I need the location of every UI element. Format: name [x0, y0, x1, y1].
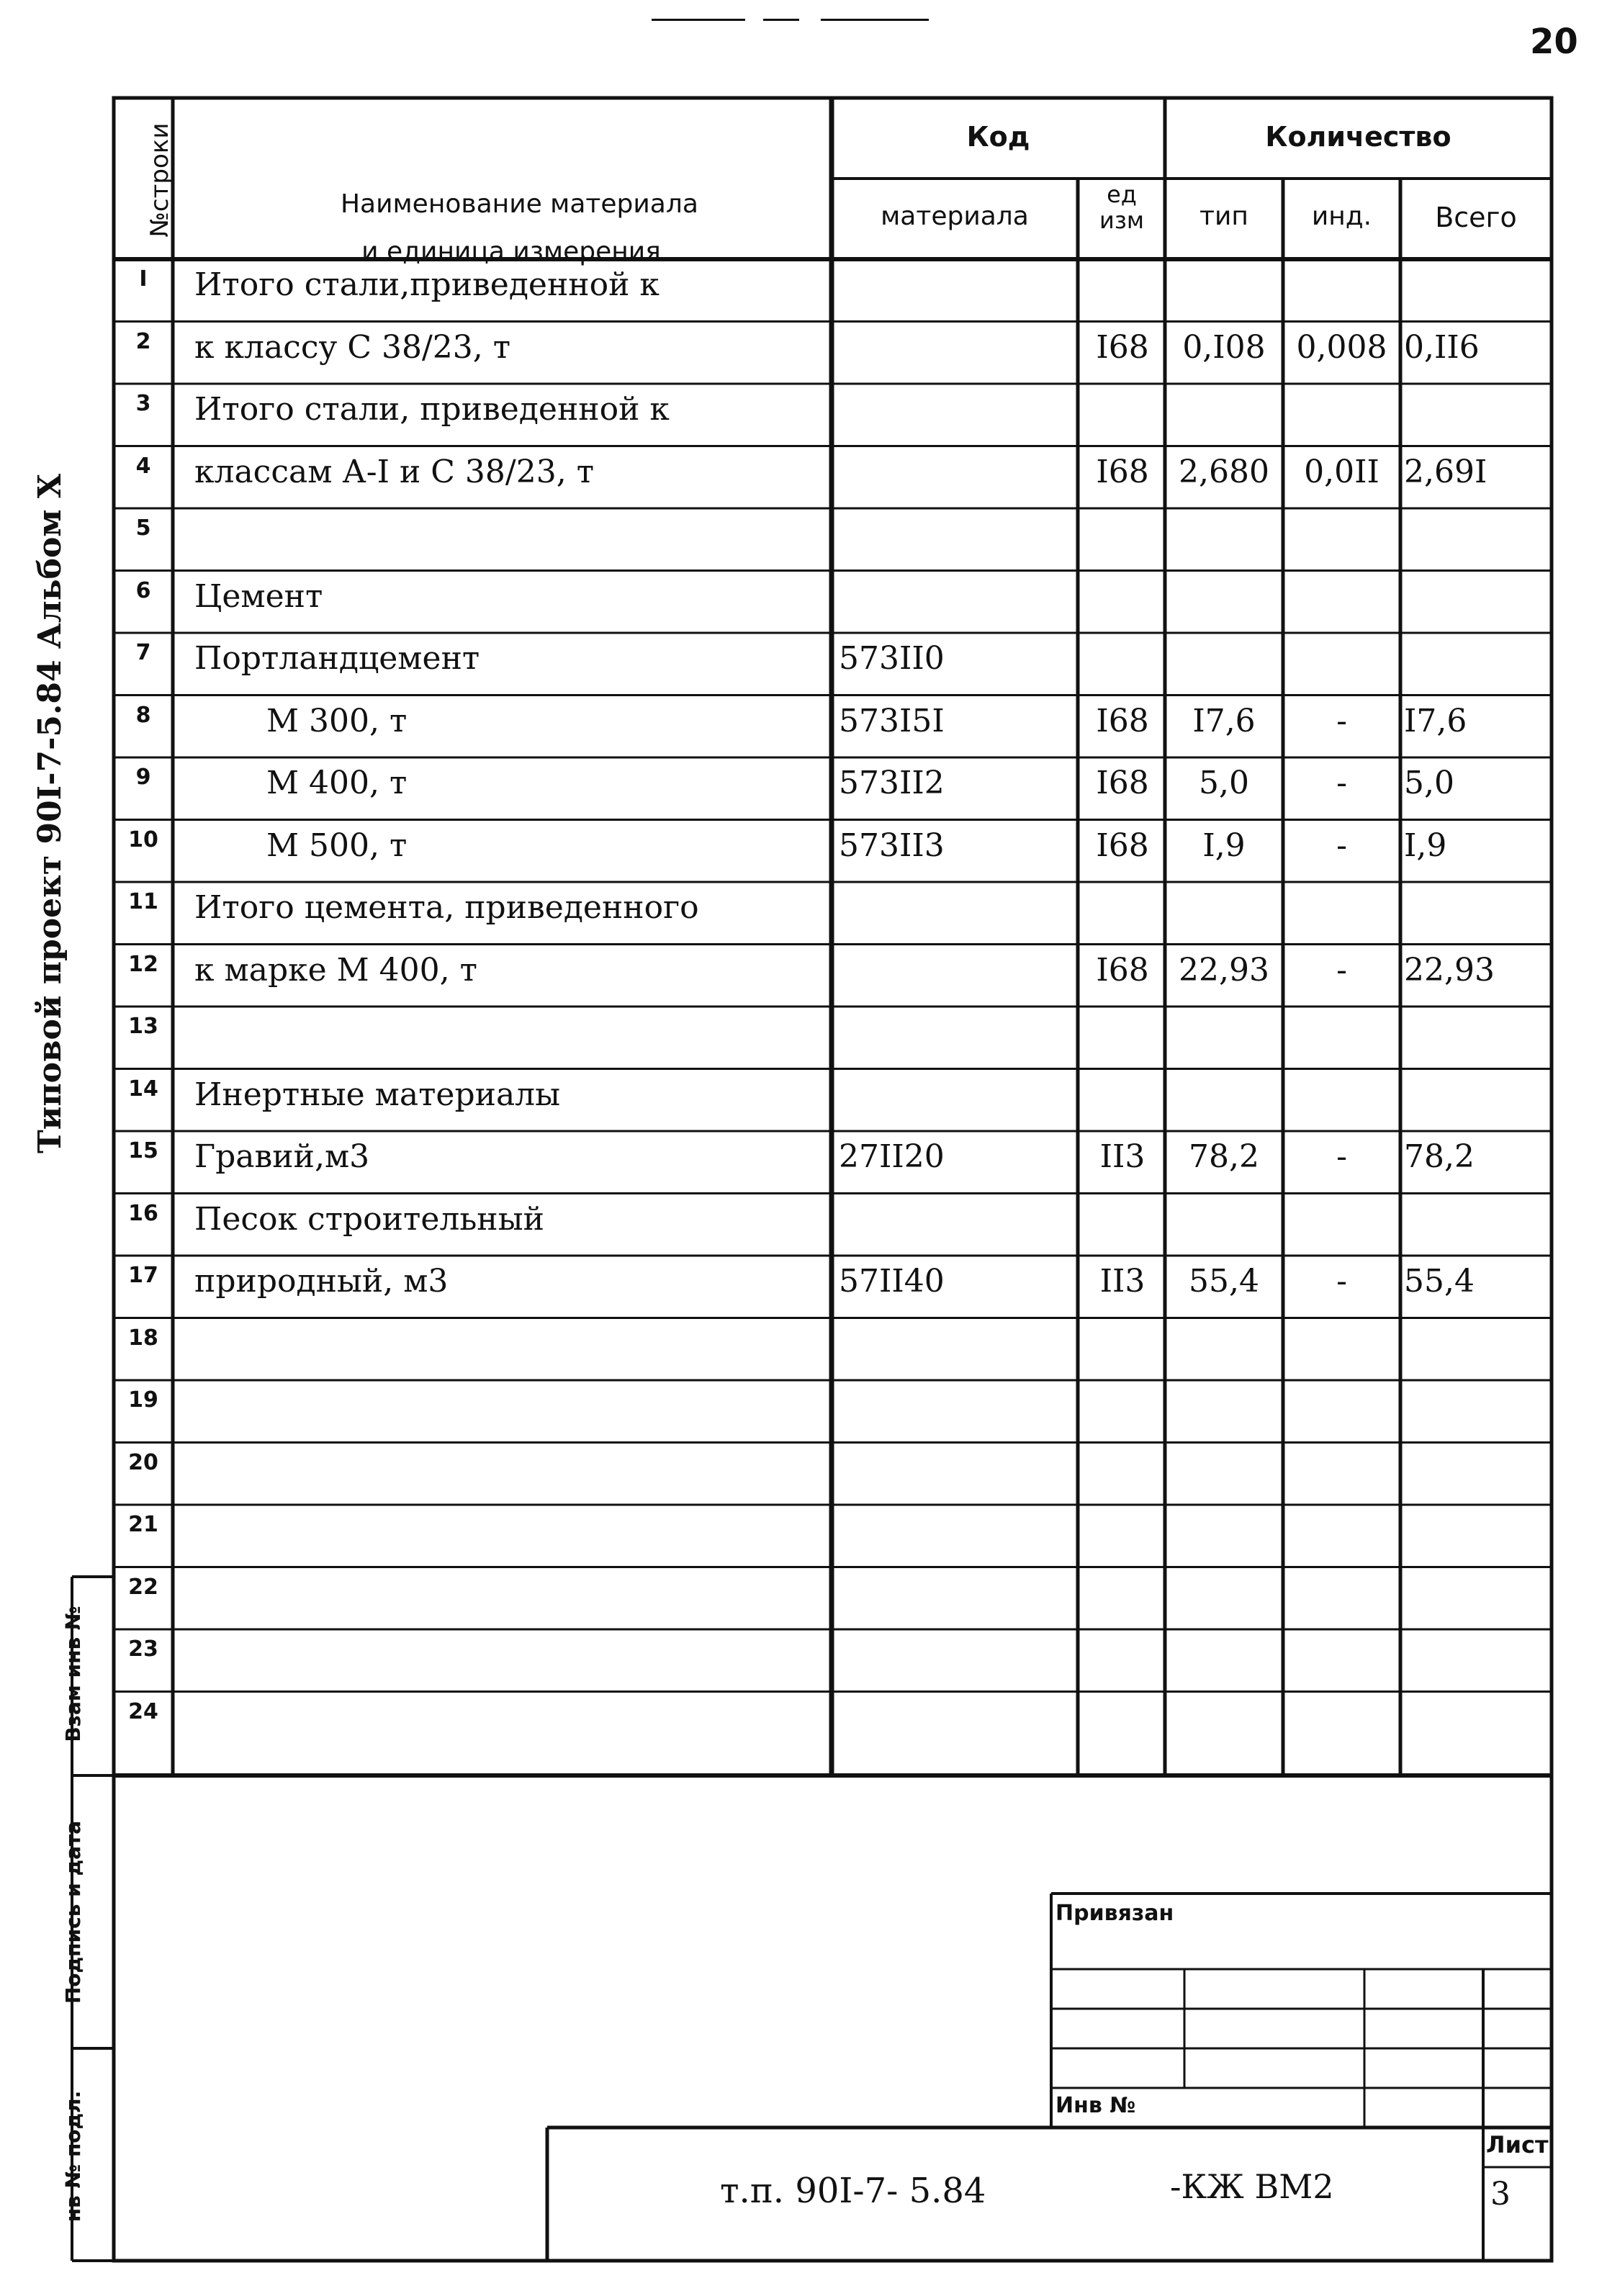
row-12-total: 22,93 [1404, 951, 1495, 989]
row-8-total: I7,6 [1404, 702, 1467, 739]
row-12-ind: - [1336, 951, 1347, 989]
row-10-unit: I68 [1096, 827, 1149, 864]
sheet-label: Лист [1486, 2131, 1549, 2158]
row-6-name: Цемент [194, 577, 323, 615]
row-4-n: 4 [135, 453, 151, 479]
row-14-n: 14 [128, 1076, 158, 1102]
title-privyazan: Привязан [1055, 1901, 1174, 1926]
row-16-n: 16 [128, 1200, 158, 1226]
row-17-code: 57II40 [839, 1263, 945, 1300]
row-2-n: 2 [135, 328, 151, 354]
row-4-total: 2,69I [1404, 453, 1487, 490]
page-number: 20 [1530, 22, 1578, 62]
row-7-n: 7 [135, 640, 151, 665]
row-3-name: Итого стали, приведенной к [194, 391, 670, 428]
row-17-ind: - [1336, 1263, 1347, 1300]
header-qty-type: тип [1199, 202, 1248, 231]
header-name-text: Наименование материала и единица измерения [340, 189, 698, 266]
row-2-total: 0,II6 [1404, 328, 1480, 366]
header-code: Код [966, 121, 1030, 153]
row-9-total: 5,0 [1404, 765, 1454, 801]
row-10-name: М 500, т [266, 827, 408, 864]
row-9-n: 9 [135, 765, 151, 790]
row-8-ind: - [1336, 702, 1347, 739]
row-12-unit: I68 [1096, 951, 1149, 989]
row-8-unit: I68 [1096, 702, 1149, 739]
row-2-name: к классу С 38/23, т [194, 328, 511, 366]
row-15-n: 15 [128, 1138, 158, 1163]
row-9-name: М 400, т [266, 765, 408, 801]
row-16-name: Песок строительный [194, 1200, 544, 1238]
row-4-name: классам А-I и С 38/23, т [194, 453, 595, 490]
row-10-code: 573II3 [839, 827, 945, 864]
row-6-n: 6 [135, 577, 151, 603]
header-code-material: материала [881, 202, 1029, 231]
row-20-n: 20 [128, 1449, 158, 1475]
row-9-code: 573II2 [839, 765, 945, 801]
row-10-total: I,9 [1404, 827, 1447, 864]
row-2-unit: I68 [1096, 328, 1149, 366]
row-15-unit: II3 [1099, 1138, 1145, 1175]
header-qty-ind: инд. [1311, 202, 1372, 231]
row-4-unit: I68 [1096, 453, 1149, 490]
row-13-n: 13 [128, 1014, 158, 1039]
row-19-n: 19 [128, 1387, 158, 1413]
row-5-n: 5 [135, 516, 151, 541]
side-title: Типовой проект 90I-7-5.84 Альбом Х [32, 474, 68, 1154]
stamp-vzam: Взам инв № [61, 1606, 85, 1742]
row-17-n: 17 [128, 1263, 158, 1288]
row-7-code: 573II0 [839, 640, 945, 677]
row-12-type: 22,93 [1179, 951, 1269, 989]
header-name [238, 133, 785, 276]
title-suffix: -КЖ ВМ2 [1170, 2167, 1334, 2206]
row-8-n: 8 [135, 702, 151, 728]
row-18-n: 18 [128, 1325, 158, 1351]
header-row-number: №строки [145, 122, 174, 238]
row-3-n: 3 [135, 391, 151, 416]
title-inv-no: Инв № [1055, 2093, 1136, 2118]
row-9-type: 5,0 [1199, 765, 1249, 801]
row-8-type: I7,6 [1192, 702, 1256, 739]
row-2-type: 0,I08 [1182, 328, 1266, 366]
row-17-type: 55,4 [1189, 1263, 1259, 1300]
stamp-podpis: Подпись и дата [61, 1820, 85, 2004]
row-11-n: 11 [128, 889, 158, 914]
row-1-name: Итого стали,приведенной к [194, 266, 660, 303]
row-23-n: 23 [128, 1637, 158, 1662]
row-8-name: М 300, т [266, 702, 408, 739]
row-15-ind: - [1336, 1138, 1347, 1175]
row-15-total: 78,2 [1404, 1138, 1475, 1175]
row-2-ind: 0,008 [1296, 328, 1387, 366]
header-qty-total: Всего [1435, 202, 1517, 233]
row-17-unit: II3 [1099, 1263, 1145, 1300]
row-12-n: 12 [128, 951, 158, 977]
row-15-name: Гравий,м3 [194, 1138, 370, 1175]
row-11-name: Итого цемента, приведенного [194, 889, 699, 926]
row-7-name: Портландцемент [194, 640, 480, 677]
row-17-name: природный, м3 [194, 1263, 449, 1300]
row-10-type: I,9 [1202, 827, 1246, 864]
row-4-ind: 0,0II [1304, 453, 1379, 490]
row-4-type: 2,680 [1179, 453, 1269, 490]
row-8-code: 573I5I [839, 702, 945, 739]
row-21-n: 21 [128, 1512, 158, 1537]
stamp-inv-podl: нв № подл. [61, 2090, 85, 2223]
title-designation: т.п. 90I-7- 5.84 [720, 2171, 986, 2211]
row-22-n: 22 [128, 1574, 158, 1600]
row-15-code: 27II20 [839, 1138, 945, 1175]
row-1-n: I [139, 266, 148, 292]
row-12-name: к марке М 400, т [194, 951, 477, 989]
row-15-type: 78,2 [1189, 1138, 1259, 1175]
row-17-total: 55,4 [1404, 1263, 1475, 1300]
header-code-unit: ед изм [1099, 181, 1144, 234]
row-9-unit: I68 [1096, 765, 1149, 801]
row-10-n: 10 [128, 827, 158, 852]
sheet-number: 3 [1490, 2176, 1511, 2212]
row-24-n: 24 [128, 1698, 158, 1724]
row-14-name: Инертные материалы [194, 1076, 561, 1113]
header-quantity: Количество [1265, 121, 1451, 153]
row-10-ind: - [1336, 827, 1347, 864]
row-9-ind: - [1336, 765, 1347, 801]
